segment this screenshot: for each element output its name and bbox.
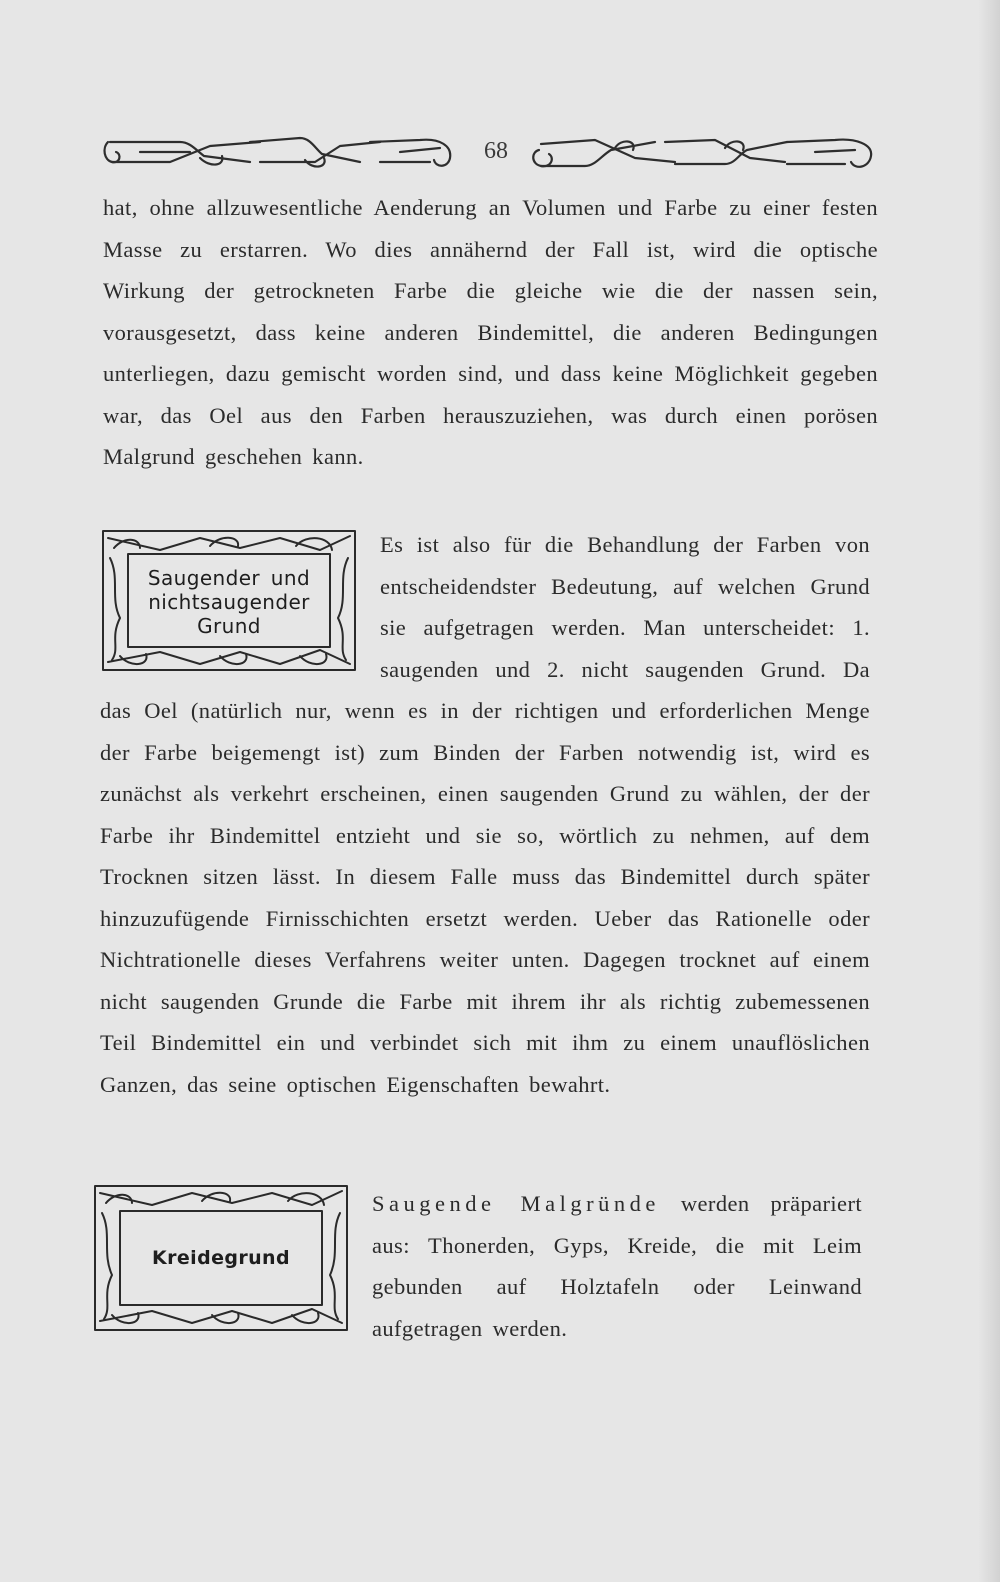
paragraph-2-block	[100, 524, 870, 1105]
page-header	[100, 128, 880, 176]
paragraph-3-text: werden präpariert aus: Thonerden, Gyps, Kreide, die mit Leim gebunden auf Holztafeln oder Leinwand aufgetragen werden.	[372, 1191, 862, 1341]
paragraph-2-text: Es ist also für die Behandlung der Farben von entscheidendster Bedeutung, auf welchen Grund sie aufgetragen werden. Man unterscheidet: 1. saugenden und 2. nicht saugenden Grund. Da das Oel (natürlich nur, wenn es in der richtigen und erforderlichen Menge der Farbe beigemengt ist) zum Binden der Farben notwendig ist, wird es zunächst als verkehrt erscheinen, einen saugenden Grund zu wählen, der der Farbe ihr Bindemittel entzieht und sie so, wörtlich zu nehmen, auf dem Trocknen sitzen lässt. In diesem Falle muss das Bindemittel durch später hinzuzufügende Firnisschichten ersetzt werden. Ueber das Rationelle oder Nichtrationelle dieses Verfahrens weiter unten. Dagegen trocknet auf einem nicht saugenden Grunde die Farbe mit ihrem ihr als richtig zubemessenen Teil Bindemittel ein und verbindet sich mit ihm zu einem unauflöslichen Ganzen, das seine optischen Eigenschaften bewahrt.	[100, 532, 870, 1097]
page-number: 68	[484, 138, 508, 164]
paragraph-1: hat, ohne allzuwesentliche Aenderung an Volumen und Farbe zu einer festen Masse zu erstarren. Wo dies annähernd der Fall ist, wird die optische Wirkung der getrockneten Farbe die gleiche wie die der nassen sein, vorausgesetzt, dass keine anderen Bindemittel, die anderen Bedingungen unterliegen, dazu gemischt worden sind, und dass keine Möglichkeit gegeben war, das Oel aus den Farben herauszuziehen, was durch einen porösen Malgrund geschehen kann.	[103, 195, 878, 469]
box-label-line-1: Saugender und	[147, 566, 311, 590]
box-label-line-3: Grund	[197, 614, 261, 638]
sidebar-box-saugender-grund	[100, 528, 358, 673]
paragraph-3-block	[92, 1183, 862, 1349]
box-label	[130, 566, 328, 638]
box-label: Kreidegrund	[151, 1247, 290, 1269]
page-edge	[978, 0, 1000, 1582]
header-ornament-left	[100, 128, 460, 176]
box-label-line-2: nichtsaugender	[148, 590, 310, 614]
spaced-term: Saugende Malgründe	[372, 1191, 660, 1216]
sidebar-box-kreidegrund	[92, 1183, 350, 1333]
header-ornament-right	[525, 128, 880, 176]
